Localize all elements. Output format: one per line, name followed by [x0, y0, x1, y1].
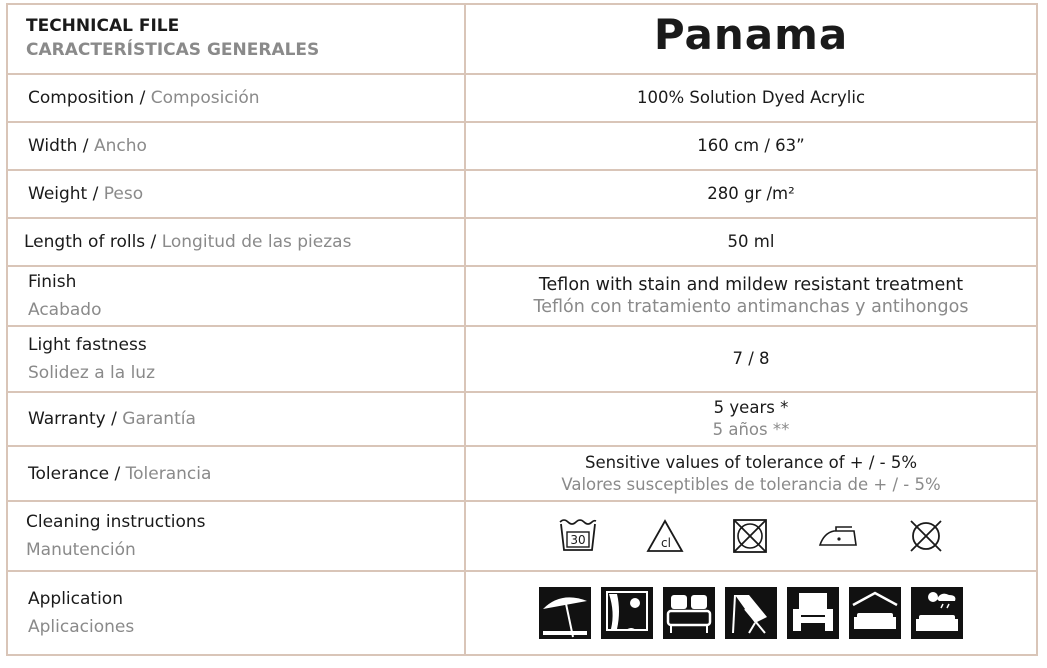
bleach-label: cl — [661, 536, 671, 550]
care-symbols — [466, 518, 1036, 554]
warranty-value-es: 5 años ** — [712, 420, 790, 439]
width-value: 160 cm / 63” — [465, 122, 1037, 170]
label-es: Acabado — [28, 300, 102, 320]
label-cell — [7, 326, 465, 392]
finish-value-cell — [465, 266, 1037, 326]
row-width — [7, 122, 1037, 170]
label-en: Width — [28, 136, 78, 156]
composition-value: 100% Solution Dyed Acrylic — [465, 74, 1037, 122]
label-es: Longitud de las piezas — [161, 232, 352, 252]
product-cell — [465, 4, 1037, 74]
deck-chair-icon — [725, 587, 777, 639]
label-en: Application — [28, 589, 123, 609]
bleach-cl-icon — [646, 518, 684, 554]
label-separator: / — [145, 232, 162, 252]
row-composition — [7, 74, 1037, 122]
no-tumble-dry-icon — [732, 518, 768, 554]
label-separator: / — [109, 463, 126, 484]
tolerance-value-es: Valores susceptibles de tolerancia de + / - 5% — [561, 474, 941, 494]
label-en: Warranty — [28, 409, 106, 429]
label-cell — [7, 170, 465, 218]
label-en: Weight — [28, 184, 88, 204]
spec-table — [6, 3, 1038, 656]
label-es: Composición — [150, 88, 260, 108]
row-tolerance — [7, 446, 1037, 501]
wash-30-icon — [558, 518, 598, 554]
label-es: Tolerancia — [125, 463, 212, 484]
document-subtitle: CARACTERÍSTICAS GENERALES — [26, 40, 320, 60]
label-en: Length of rolls — [24, 232, 146, 252]
label-es: Manutención — [26, 540, 136, 560]
label-separator: / — [134, 88, 151, 108]
label-cell — [7, 218, 465, 266]
label-cell — [7, 266, 465, 326]
label-es: Garantía — [122, 409, 196, 429]
label-cell — [7, 446, 465, 501]
label-en: Tolerance — [28, 463, 110, 484]
row-weight — [7, 170, 1037, 218]
finish-value-es: Teflón con tratamiento antimanchas y antihongos — [533, 297, 969, 317]
label-cell — [7, 501, 465, 571]
document-title: TECHNICAL FILE — [26, 16, 180, 36]
label-separator: / — [77, 136, 94, 156]
tolerance-value-cell — [465, 446, 1037, 501]
label-cell — [7, 122, 465, 170]
no-dry-clean-icon — [908, 518, 944, 554]
row-finish — [7, 266, 1037, 326]
label-separator: / — [105, 409, 123, 429]
finish-value-en: Teflon with stain and mildew resistant treatment — [538, 275, 964, 295]
label-cell — [7, 392, 465, 446]
outdoor-sofa-weather-icon — [911, 587, 963, 639]
application-icons — [466, 587, 1036, 639]
label-en: Light fastness — [28, 335, 147, 355]
row-length — [7, 218, 1037, 266]
warranty-value-en: 5 years * — [713, 398, 789, 417]
application-icons-cell — [465, 571, 1037, 655]
label-es: Solidez a la luz — [28, 363, 156, 383]
parasol-icon — [539, 587, 591, 639]
label-es: Ancho — [93, 136, 147, 156]
row-warranty — [7, 392, 1037, 446]
cleaning-icons-cell — [465, 501, 1037, 571]
iron-low-icon — [816, 521, 860, 551]
label-separator: / — [87, 184, 104, 204]
label-en: Composition — [28, 88, 135, 108]
label-cell — [7, 571, 465, 655]
header-cell — [7, 4, 465, 74]
label-en: Finish — [28, 272, 77, 292]
length-value: 50 ml — [465, 218, 1037, 266]
row-cleaning — [7, 501, 1037, 571]
weight-value: 280 gr /m² — [465, 170, 1037, 218]
warranty-value-cell — [465, 392, 1037, 446]
curtain-window-icon — [601, 587, 653, 639]
label-es: Peso — [103, 184, 144, 204]
header-row — [7, 4, 1037, 74]
row-application — [7, 571, 1037, 655]
product-name: Panama — [653, 9, 849, 59]
light-fastness-value: 7 / 8 — [465, 326, 1037, 392]
armchair-cushions-icon — [663, 587, 715, 639]
label-es: Aplicaciones — [28, 617, 135, 637]
label-en: Cleaning instructions — [26, 512, 206, 532]
label-cell — [7, 74, 465, 122]
outdoor-armchair-icon — [787, 587, 839, 639]
tolerance-value-en: Sensitive values of tolerance of + / - 5% — [584, 452, 918, 472]
wash-temperature: 30 — [570, 533, 586, 547]
row-light-fastness — [7, 326, 1037, 392]
covered-sofa-icon — [849, 587, 901, 639]
